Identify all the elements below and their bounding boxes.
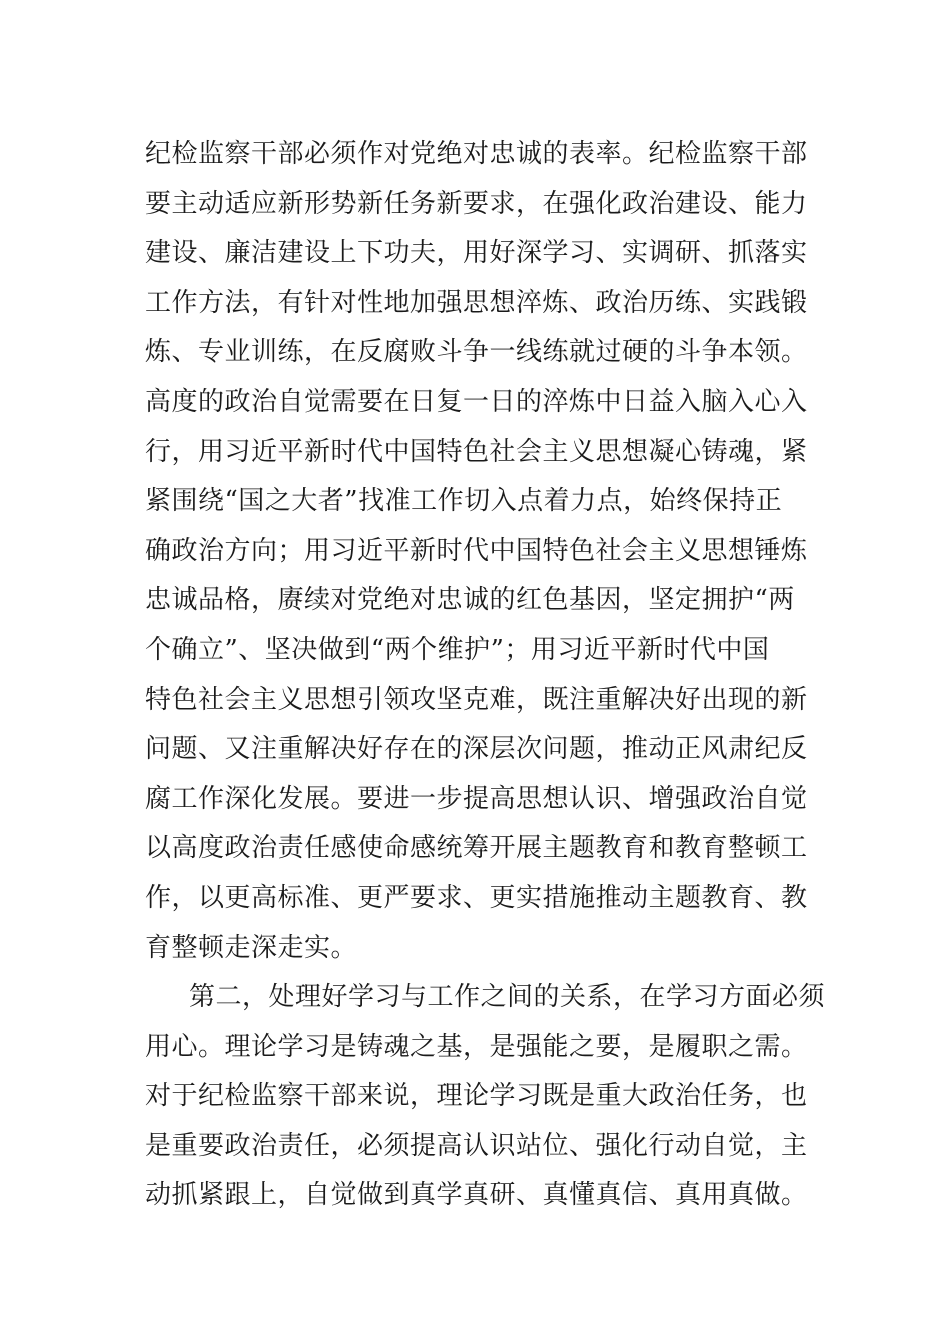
paragraph-line: 工作方法，有针对性地加强思想淬炼、政治历练、实践锻 (145, 287, 808, 318)
document-body (145, 130, 825, 1221)
paragraph-line: 建设、廉洁建设上下功夫，用好深学习、实调研、抓落实 (145, 238, 808, 269)
paragraph-line: 腐工作深化发展。要进一步提高思想认识、增强政治自觉 (145, 783, 808, 814)
paragraph-line: 以高度政治责任感使命感统筹开展主题教育和教育整顿工 (145, 833, 808, 864)
paragraph-line: 第二，处理好学习与工作之间的关系，在学习方面必须 (189, 982, 826, 1013)
paragraph-1 (145, 130, 825, 973)
paragraph-line: 要主动适应新形势新任务新要求，在强化政治建设、能力 (145, 188, 808, 219)
paragraph-2 (145, 973, 825, 1221)
paragraph-line: 对于纪检监察干部来说，理论学习既是重大政治任务，也 (145, 1081, 808, 1112)
paragraph-line: 用心。理论学习是铸魂之基，是强能之要，是履职之需。 (145, 1031, 808, 1062)
paragraph-line: 个确立”、坚决做到“两个维护”；用习近平新时代中国 (145, 634, 770, 665)
paragraph-line: 特色社会主义思想引领攻坚克难，既注重解决好出现的新 (145, 684, 808, 715)
paragraph-line: 炼、专业训练，在反腐败斗争一线练就过硬的斗争本领。 (145, 337, 808, 368)
paragraph-line: 忠诚品格，赓续对党绝对忠诚的红色基因，坚定拥护“两 (145, 585, 795, 616)
paragraph-line: 确政治方向；用习近平新时代中国特色社会主义思想锤炼 (145, 535, 808, 566)
paragraph-line: 问题、又注重解决好存在的深层次问题，推动正风肃纪反 (145, 734, 808, 765)
paragraph-line: 行，用习近平新时代中国特色社会主义思想凝心铸魂，紧 (145, 436, 808, 467)
paragraph-line: 作，以更高标准、更严要求、更实措施推动主题教育、教 (145, 882, 808, 913)
paragraph-line: 育整顿走深走实。 (145, 932, 358, 963)
paragraph-line: 是重要政治责任，必须提高认识站位、强化行动自觉，主 (145, 1130, 808, 1161)
paragraph-line: 动抓紧跟上，自觉做到真学真研、真懂真信、真用真做。 (145, 1180, 808, 1211)
paragraph-line: 紧围绕“国之大者”找准工作切入点着力点，始终保持正 (145, 486, 783, 517)
paragraph-line: 纪检监察干部必须作对党绝对忠诚的表率。纪检监察干部 (145, 139, 808, 169)
paragraph-line: 高度的政治自觉需要在日复一日的淬炼中日益入脑入心入 (145, 386, 808, 417)
